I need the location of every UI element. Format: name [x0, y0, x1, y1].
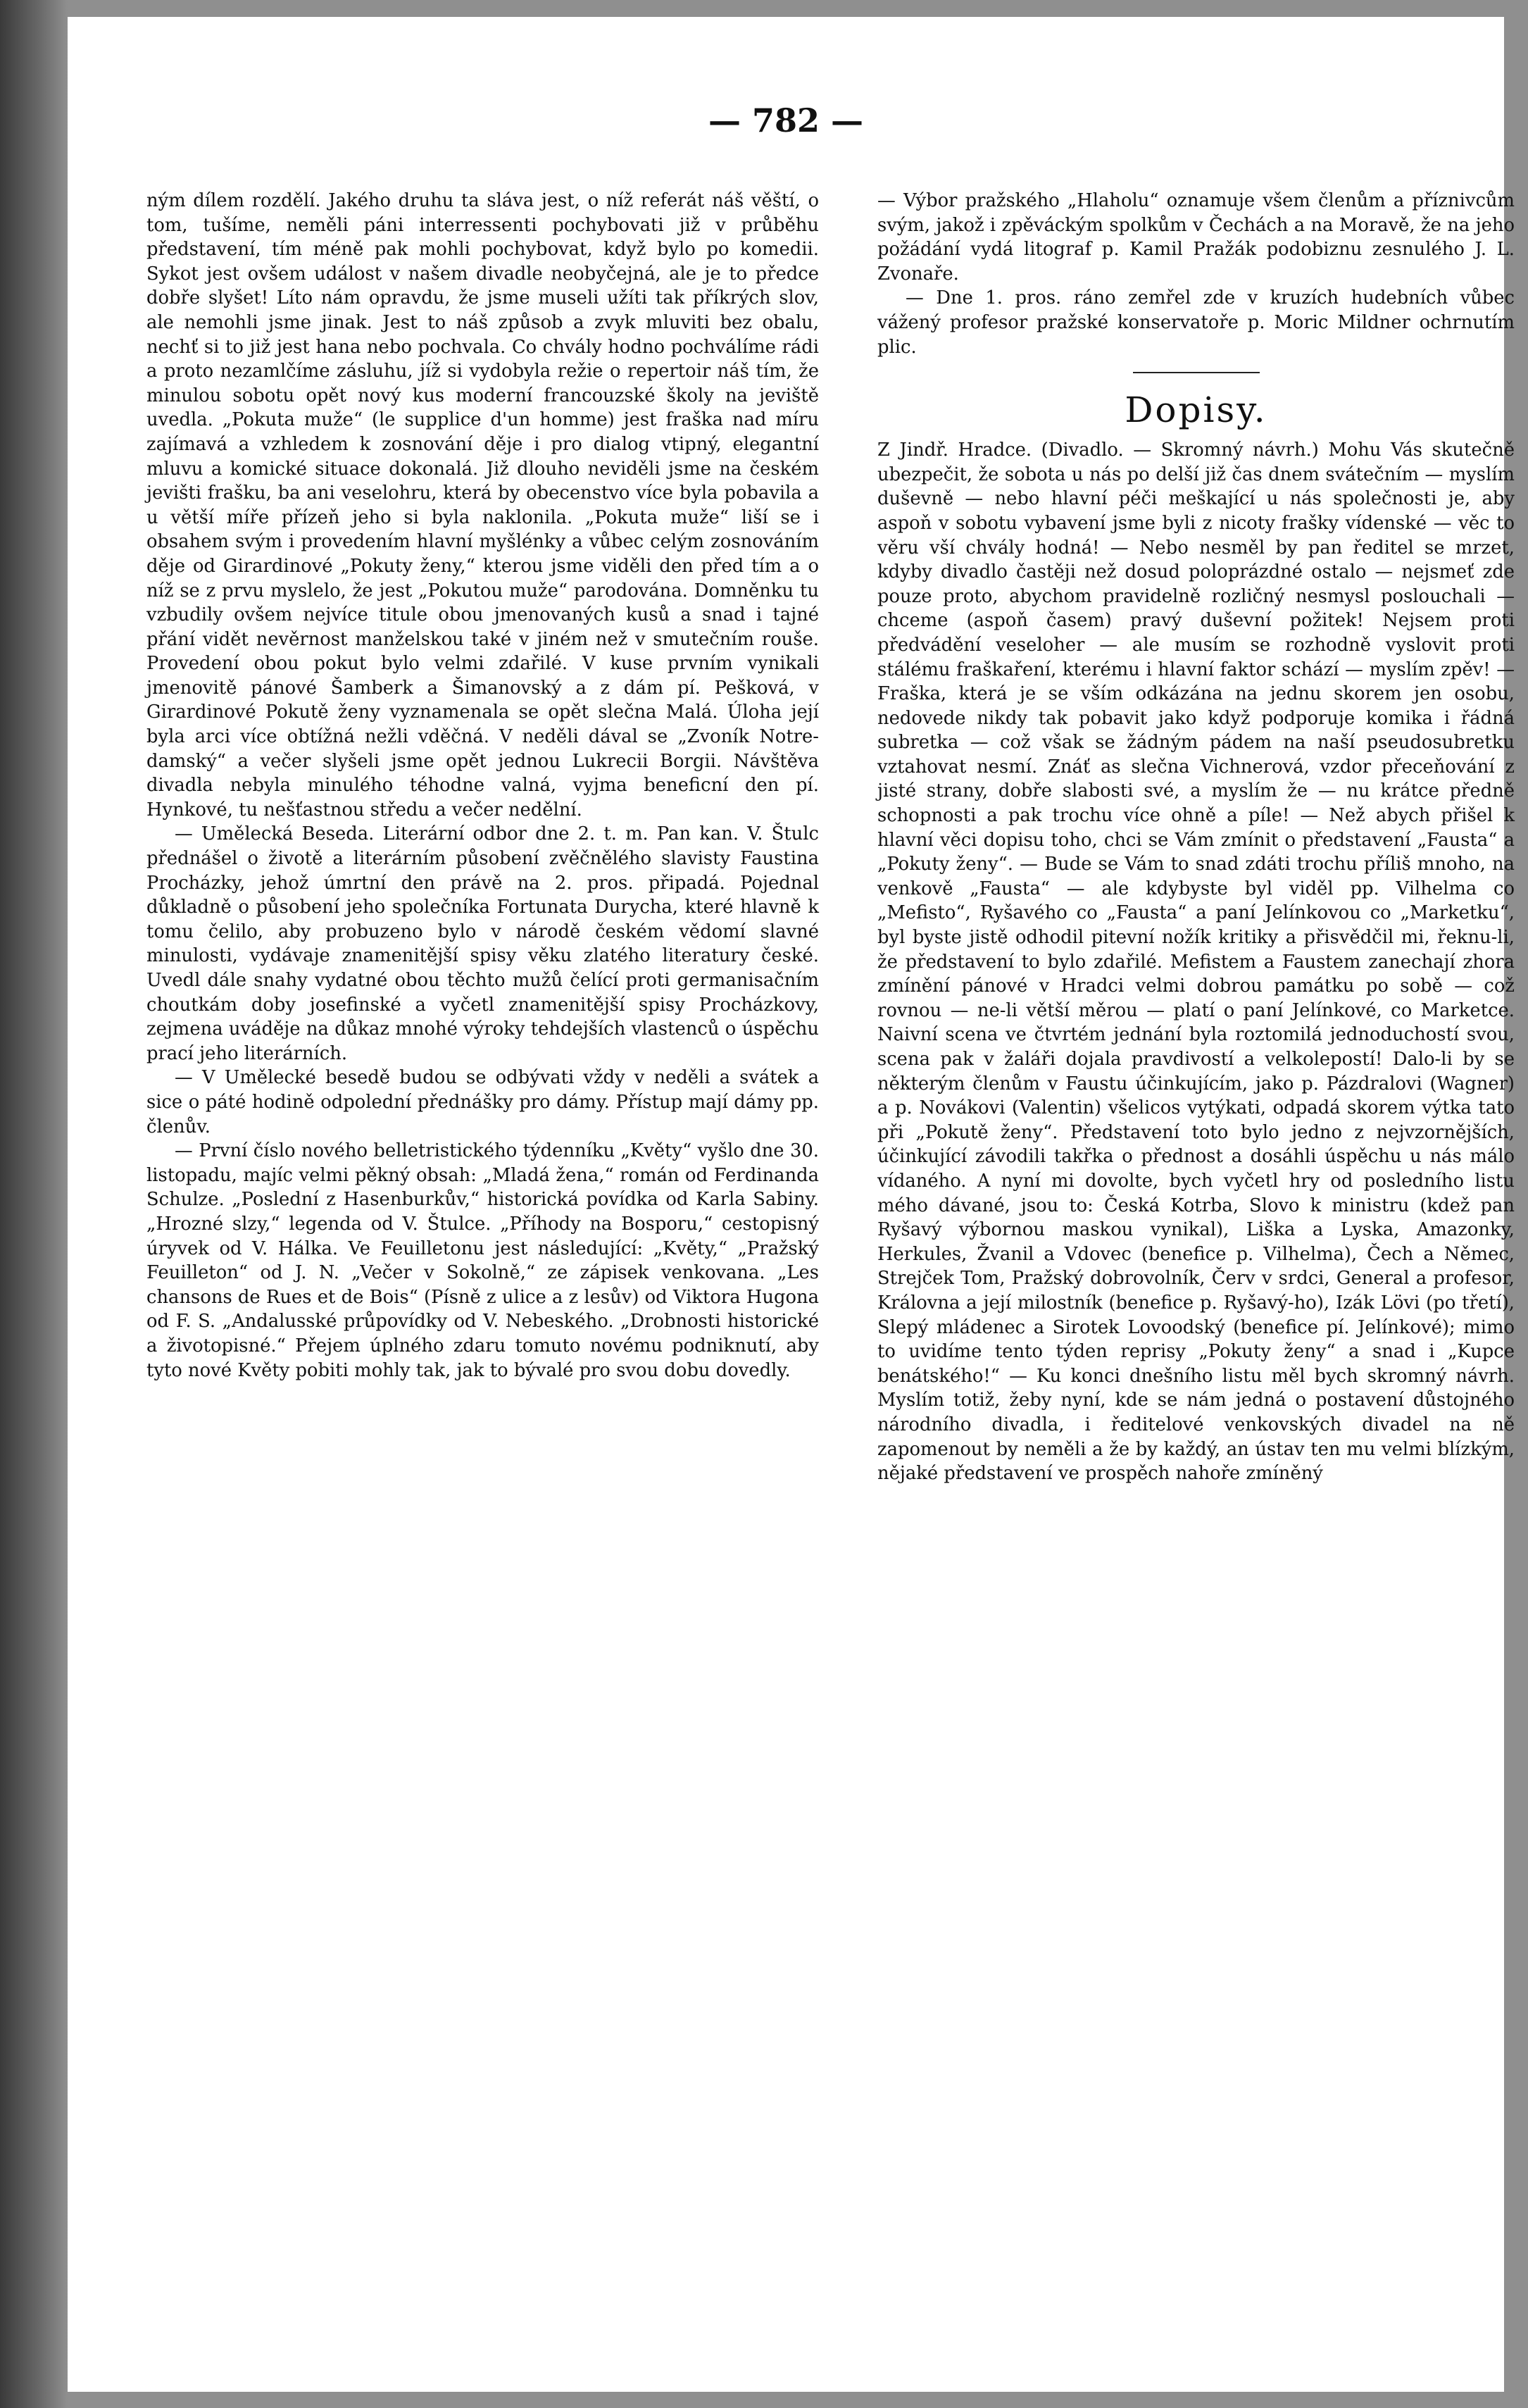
- jindrichuv-hradec-letter-paragraph: Z Jindř. Hradce. (Divadlo. — Skromný návrh.) Mohu Vás skutečně ubezpečit, že sobota u nás po delší již čas dnem svátečním — myslím duševně — nebo hlavní péči meškající u nás společnosti je, aby aspoň v sobotu vybavení jsme byli z nicoty frašky vídenské — věc to věru vší chvály hodná! — Nebo nesměl by pan ředitel se mrzet, kdyby divadlo častěji než dosud poloprázdné ostalo — nejsmeť zde pouze proto, abychom pravidelně rozličný nesmysl poslouchali — chceme (aspoň časem) pravý duševní požitek! Nejsem proti předvádění veseloher — ale musím se rozhodně vyslovit proti stálému fraškaření, kterému i hlavní faktor schází — myslím zpěv! — Fraška, která je se vším odkázána na jednu skorem jen osobu, nedovede nikdy tak pobavit jako když podporuje komika i řádná subretka — což však se žádným pádem na naší pseudosubretku vztahovat nesmí. Znáť as slečna Vichnerová, vzdor přeceňování z jisté strany, dobře slabosti své, a myslím že — nu krátce předně schopnosti a pak trochu více ohně a píle! — Než abych přišel k hlavní věci dopisu toho, chci se Vám zmínit o představení „Fausta“ a „Pokuty ženy“. — Bude se Vám to snad zdáti trochu příliš mnoho, na venkově „Fausta“ — ale kdybyste byl viděl pp. Vilhelma co „Mefisto“, Ryšavého co „Fausta“ a paní Jelínkovou co „Marketku“, byl byste jistě odhodil pitevní nožík kritiky a přisvědčil mi, řeknu-li, že představení to bylo zdařilé. Mefistem a Faustem zanechají zhora zmínění pánové v Hradci velmi dobrou památku po sobě — což rovnou — ne-li větší měrou — platí o paní Jelínkové, co Marketce. Naivní scena ve čtvrtém jednání byla roztomilá jednoduchostí svou, scena pak v žaláři dojala pravdivostí a velkolepostí! Dalo-li by se některým členům v Faustu účinkujícím, jako p. Pázdralovi (Wagner) a p. Novákovi (Valentin) všelicos vytýkati, odpadá skorem výtka tato při „Pokutě ženy“. Představení toto bylo jedno z nejvzornějších, účinkující závodili takřka o přednost a dosáhli úspěchu u nás málo vídaného. A nyní mi dovolte, bych vyčetl hry od posledního listu mého dávané, jsou to: Česká Kotrba, Slovo k ministru (kdež pan Ryšavý výbornou maskou vynikal), Liška a Lyska, Amazonky, Herkules, Žvanil a Vdovec (benefice p. Vilhelma), Čech a Němec, Strejček Tom, Pražský dobrovolník, Červ v srdci, General a profesor, Královna a její milostník (benefice p. Ryšavý-ho), Izák Lövi (po třetí), Slepý mládenec a Sirotek Lovoodský (benefice pí. Jelínkové); mimo to uvidíme tento týden reprisy „Pokuty ženy“ a snad i „Kupce benátského!“ — Ku konci dnešního listu měl bych skromný návrh. Myslím totiž, žeby nyní, kde se nám jedná o postavení důstojného národního divadla, i ředitelové venkovských divadel na ně zapomenout by neměli a že by každý, an ústav ten mu velmi blízkým, nějaké představení ve prospěch nahoře zmíněný: [877, 439, 1515, 1485]
- theatre-review-paragraph: ným dílem rozdělí. Jakého druhu ta sláva jest, o níž referát náš věští, o tom, tušíme, neměli páni interressenti pochybovati již v průběhu představení, tím méně pak mohli pochybovat, když bylo po komedii. Sykot jest ovšem událost v našem divadle neobyčejná, ale je to předce dobře slyšet! Líto nám opravdu, že jsme museli užíti tak příkrých slov, ale nemohli jsme jinak. Jest to náš způsob a zvyk mluviti bez obalu, nechť si to již jest hana nebo pochvala. Co chvály hodno pochválíme rádi a proto nezamlčíme zásluhu, jíž si vydobyla režie o repertoir náš tím, že minulou sobotu opět nový kus moderní francouzské školy na jeviště uvedla. „Pokuta muže“ (le supplice d'un homme) jest fraška nad míru zajímavá a vzhledem k zosnování děje i pro dialog vtipný, elegantní mluvu a komické situace dokonalá. Již dlouho neviděli jsme na českém jevišti frašku, ba ani veselohru, která by obecenstvo více byla pobavila a u větší míře přízeň jeho si byla naklonila. „Pokuta muže“ liší se i obsahem svým i provedením hlavní myšlénky a vůbec celým zosnováním děje od Girardinové „Pokuty ženy,“ kterou jsme viděli den před tím a o níž se z prvu myslelo, že jest „Pokutou muže“ parodována. Domněnku tu vzbudily ovšem nejvíce titule obou jmenovaných kusů a snad i tajné přání vidět nevěrnost manželskou také v jiném než v smutečním rouše. Provedení obou pokut bylo velmi zdařilé. V kuse prvním vynikali jmenovitě pánové Šamberk a Šimanovský a z dám pí. Pešková, v Girardinové Pokutě ženy vyznamenala se opět slečna Malá. Úloha její byla arci více obtížná nežli vděčná. V neděli dával se „Zvoník Notre-damský“ a večer slyšeli jsme opět jednou Lukrecii Borgii. Návštěva divadla nebyla minulého téhodne valná, vyjma beneficní den pí. Hynkové, tu nešťastnou středu a večer nedělní.: [146, 190, 819, 821]
- lecture-notice-paragraph: — V Umělecké besedě budou se odbývati vždy v neděli a svátek a sice o páté hodině odpolední přednášky pro dámy. Přístup mají dámy pp. členův.: [146, 1067, 819, 1137]
- section-divider: [1133, 372, 1260, 373]
- page-number: — 782 —: [708, 101, 864, 139]
- left-column: [146, 189, 819, 1383]
- kvety-notice-paragraph: — První číslo nového belletristického týdenníku „Květy“ vyšlo dne 30. listopadu, majíc velmi pěkný obsah: „Mladá žena,“ román od Ferdinanda Schulze. „Poslední z Hasenburkův,“ historická povídka od Karla Sabiny. „Hrozné slzy,“ legenda od V. Štulce. „Příhody na Bosporu,“ cestopisný úryvek od V. Hálka. Ve Feuilletonu jest následující: „Květy,“ „Pražský Feuilleton“ od J. N. „Večer v Sokolně,“ ze zápisek venkovana. „Les chansons de Rues et de Bois“ (Písně z ulice a z lesův) od Viktora Hugona od F. S. „Andalusské průpovídky od V. Nebeského. „Drobnosti historické a životopisné.“ Přejem úplného zdaru tomuto novému podniknutí, aby tyto nové Květy pobiti mohly tak, jak to bývalé pro svou dobu dovedly.: [146, 1140, 819, 1381]
- hlahol-notice-paragraph: — Výbor pražského „Hlaholu“ oznamuje všem členům a příznivcům svým, jakož i zpěváckým spolkům v Čechách a na Moravě, že na jeho požádání vydá litograf p. Kamil Pražák podobiznu zesnulého J. L. Zvonaře.: [877, 190, 1515, 285]
- right-column: [877, 189, 1515, 1486]
- mildner-obituary-paragraph: — Dne 1. pros. ráno zemřel zde v kruzích hudebních vůbec vážený profesor pražské konservatoře p. Moric Mildner ochrnutím plic.: [877, 287, 1515, 358]
- page-margin-shadow: [0, 0, 68, 2408]
- section-title-dopisy: Dopisy.: [1125, 389, 1267, 431]
- newspaper-page: [68, 17, 1515, 2392]
- umelecka-beseda-paragraph: — Umělecká Beseda. Literární odbor dne 2. t. m. Pan kan. V. Štulc přednášel o životě a literárním působení zvěčnělého slavisty Faustina Procházky, jehož úmrtní den právě na 2. pros. připadá. Pojednal důkladně o působení jeho společníka Fortunata Durycha, které hlavně k tomu čelilo, aby probuzeno bylo v národě českém vědomí slavné minulosti, vydávaje znamenitější spisy věku zlatého literatury české. Uvedl dále snahy vydatné obou těchto mužů čelící proti germanisačním choutkám doby josefinské a vyčetl znamenitější spisy Procházkovy, zejmena uváděje na důkaz mnohé výroky tehdejších vlastenců o úspěchu prací jeho literárních.: [146, 823, 819, 1064]
